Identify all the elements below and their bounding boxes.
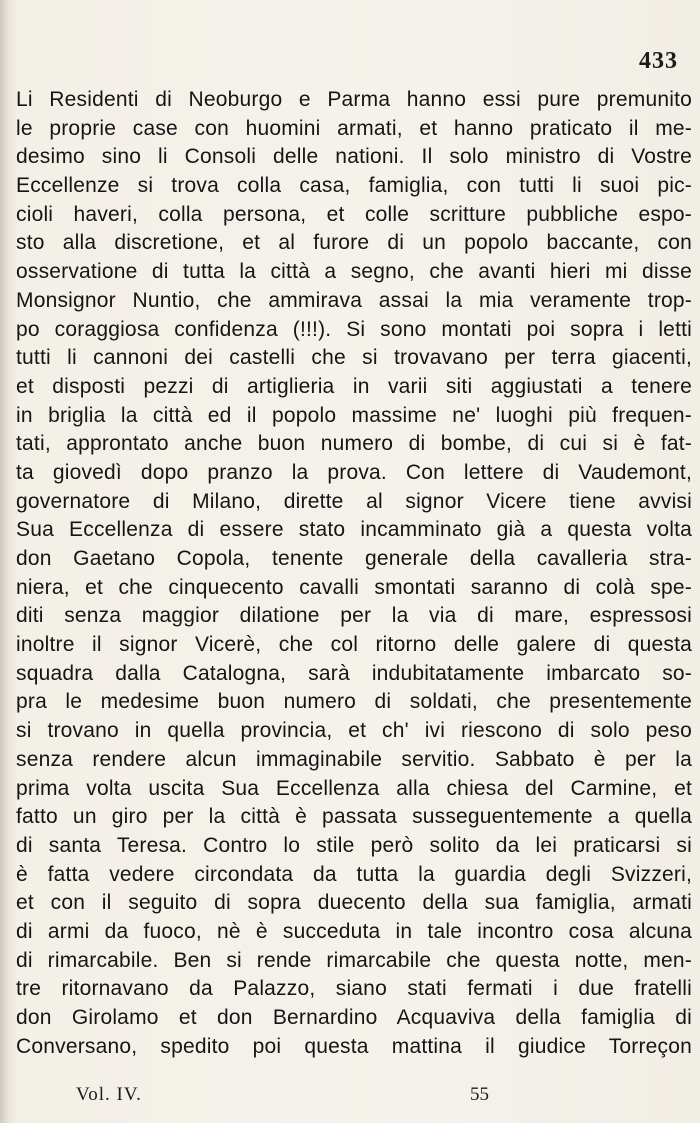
text-line: sto alla discretione, et al furore di un popolo baccante, con [16,231,692,255]
page-body-text [16,86,692,1061]
text-line: è fatta vedere circondata da tutta la guardia degli Svizzeri, [16,862,692,886]
text-line: di armi da fuoco, nè è succeduta in tale incontro cosa alcuna [16,919,692,943]
text-line: desimo sino li Consoli delle nationi. Il solo ministro di Vostre [16,145,692,169]
page-footer [0,1084,700,1114]
text-line: tati, approntato anche buon numero di bombe, di cui si è fat- [16,432,692,456]
text-line: ta giovedì dopo pranzo la prova. Con lettere di Vaudemont, [16,460,692,484]
text-line: diti senza maggior dilatione per la via di mare, espressosi [16,604,692,628]
text-line: don Gaetano Copola, tenente generale della cavalleria stra- [16,547,692,570]
text-line: si trovano in quella provincia, et ch' ivi riescono di solo peso [16,719,692,743]
text-line: Li Residenti di Neoburgo e Parma hanno essi pure premunito [16,88,692,111]
text-line: et disposti pezzi di artiglieria in varii siti aggiustati a tenere [16,374,692,398]
volume-label: Vol. IV. [76,1084,142,1105]
text-line: tre ritornavano da Palazzo, siano stati fermati i due fratelli [16,977,692,1001]
text-line: governatore di Milano, dirette al signor Vicere tiene avvisi [16,489,692,513]
text-line: senza rendere alcun immaginabile servitio. Sabbato è per la [16,747,692,771]
text-line: fatto un giro per la città è passata susseguentemente a quella [16,805,692,829]
text-line: Monsignor Nuntio, che ammirava assai la mia veramente trop- [16,288,692,312]
text-line: Conversano, spedito poi questa mattina il giudice Torreçon [16,1034,692,1058]
text-line: et con il seguito di sopra duecento della sua famiglia, armati [16,891,692,915]
text-line: Eccellenze si trova colla casa, famiglia, con tutti li suoi pic- [16,174,692,198]
text-line: tutti li cannoni dei castelli che si trovavano per terra giacenti, [16,346,692,370]
page-number: 433 [639,48,678,74]
text-line: di rimarcabile. Ben si rende rimarcabile che questa notte, men- [16,948,692,972]
text-line: pra le medesime buon numero di soldati, che presentemente [16,690,692,714]
text-line: squadra dalla Catalogna, sarà indubitatamente imbarcato so- [16,661,692,685]
text-line: prima volta uscita Sua Eccellenza alla chiesa del Carmine, et [16,776,692,800]
text-line: don Girolamo et don Bernardino Acquaviva della famiglia di [16,1006,692,1029]
signature-mark: 55 [470,1084,489,1105]
text-line: inoltre il signor Vicerè, che col ritorno delle galere di questa [16,633,692,657]
text-line: Sua Eccellenza di essere stato incamminato già a questa volta [16,518,692,542]
text-line: niera, et che cinquecento cavalli smontati saranno di colà spe- [16,575,692,599]
text-line: cioli haveri, colla persona, et colle scritture pubbliche espo- [16,202,692,226]
text-line: le proprie case con huomini armati, et hanno praticato il me- [16,116,692,140]
text-line: osservatione di tutta la città a segno, che avanti hieri mi disse [16,260,692,284]
text-line: di santa Teresa. Contro lo stile però solito da lei praticarsi si [16,833,692,857]
text-line: in briglia la città ed il popolo massime ne' luoghi più frequen- [16,403,692,427]
text-line: po coraggiosa confidenza (!!!). Si sono montati poi sopra i letti [16,317,692,341]
